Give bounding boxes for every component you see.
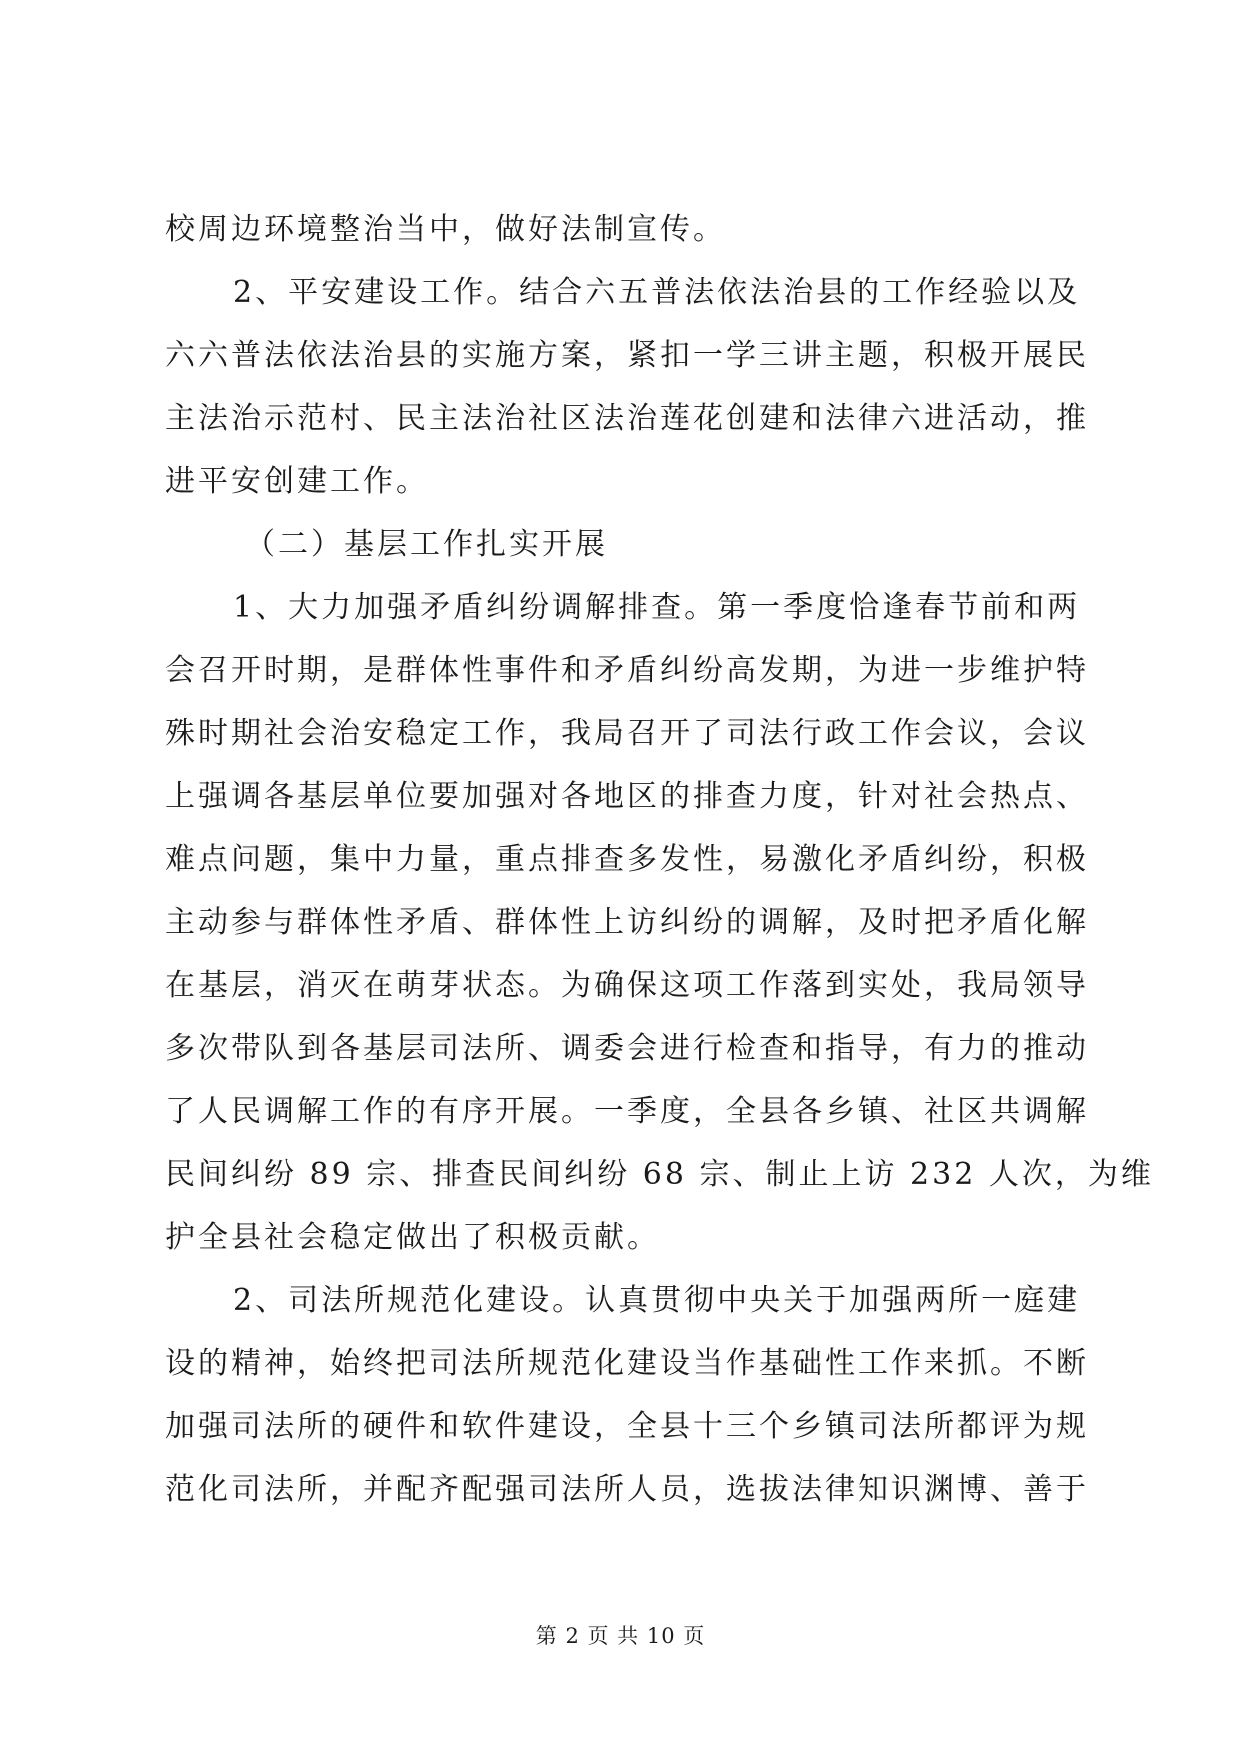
text-line: 进平安创建工作。 [165, 464, 429, 499]
text-line: 殊时期社会治安稳定工作，我局召开了司法行政工作会议，会议 [165, 716, 1089, 751]
text-line: 主动参与群体性矛盾、群体性上访纠纷的调解，及时把矛盾化解 [165, 905, 1089, 940]
text-line: 上强调各基层单位要加强对各地区的排查力度，针对社会热点、 [165, 779, 1089, 814]
text-line: 加强司法所的硬件和软件建设，全县十三个乡镇司法所都评为规 [165, 1409, 1089, 1444]
text-line: 会召开时期，是群体性事件和矛盾纠纷高发期，为进一步维护特 [165, 653, 1089, 688]
text-line: 六六普法依法治县的实施方案，紧扣一学三讲主题，积极开展民 [165, 338, 1089, 373]
text-line: 在基层，消灭在萌芽状态。为确保这项工作落到实处，我局领导 [165, 968, 1089, 1003]
text-line: 了人民调解工作的有序开展。一季度，全县各乡镇、社区共调解 [165, 1094, 1089, 1129]
text-line: 设的精神，始终把司法所规范化建设当作基础性工作来抓。不断 [165, 1346, 1089, 1381]
text-line: 主法治示范村、民主法治社区法治莲花创建和法律六进活动，推 [165, 401, 1089, 436]
text-line: 范化司法所，并配齐配强司法所人员，选拔法律知识渊博、善于 [165, 1472, 1089, 1507]
text-line: 护全县社会稳定做出了积极贡献。 [165, 1220, 660, 1255]
section-heading: （二）基层工作扎实开展 [245, 527, 608, 562]
document-body [165, 205, 1154, 1528]
text-line: 民间纠纷 89 宗、排查民间纠纷 68 宗、制止上访 232 人次，为维 [165, 1157, 1154, 1192]
page-number-footer: 第 2 页 共 10 页 [535, 1624, 706, 1648]
text-line: 校周边环境整治当中，做好法制宣传。 [165, 212, 726, 247]
paragraph-line: 2、平安建设工作。结合六五普法依法治县的工作经验以及 [233, 275, 1081, 310]
text-line: 难点问题，集中力量，重点排查多发性，易激化矛盾纠纷，积极 [165, 842, 1089, 877]
paragraph-line: 2、司法所规范化建设。认真贯彻中央关于加强两所一庭建 [233, 1283, 1081, 1318]
paragraph-line: 1、大力加强矛盾纠纷调解排查。第一季度恰逢春节前和两 [233, 590, 1081, 625]
text-line: 多次带队到各基层司法所、调委会进行检查和指导，有力的推动 [165, 1031, 1089, 1066]
